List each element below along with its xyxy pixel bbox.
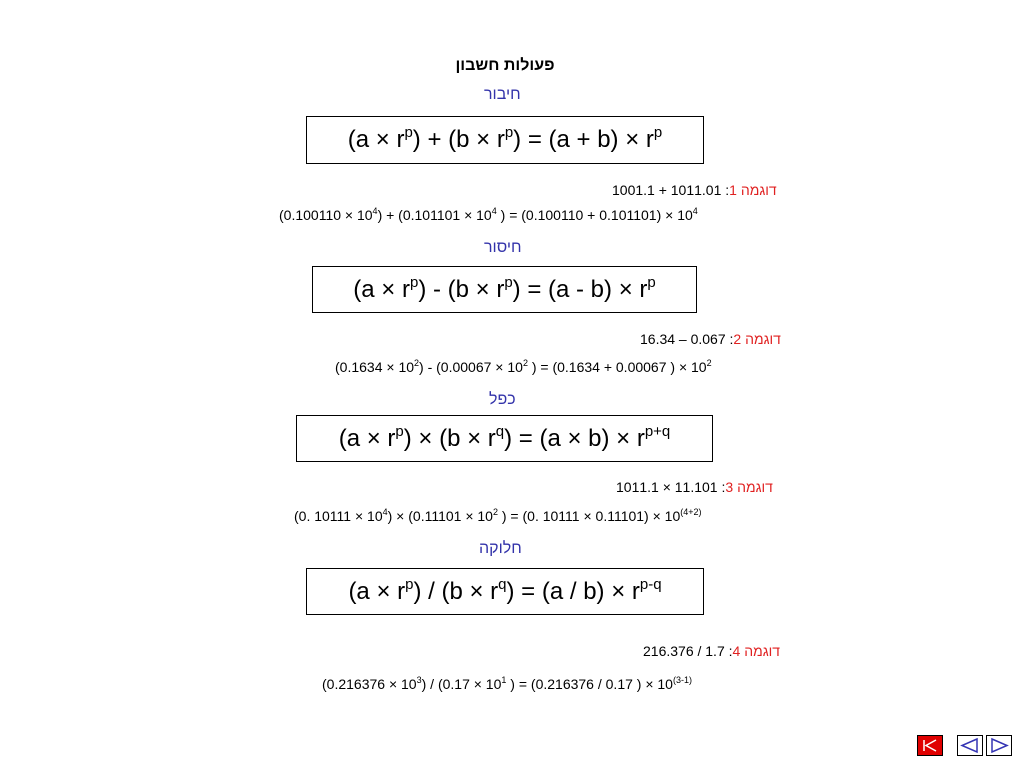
math-text: ) = (a + b) × r	[513, 126, 654, 153]
triangle-left-icon	[959, 737, 981, 754]
example-value: 216.376 / 1.7	[643, 643, 725, 659]
math-text: (a × r	[348, 577, 406, 605]
math-text: ) × (b × r	[403, 424, 496, 452]
math-text: (a × r	[353, 275, 410, 303]
math-text: ) / (0.17 × 10	[421, 676, 502, 692]
page-title: פעולות חשבון	[455, 57, 555, 74]
formula-division	[306, 568, 704, 615]
formula-text	[348, 575, 662, 606]
math-superscript: p	[395, 422, 404, 440]
formula-subtraction	[312, 266, 697, 313]
formula-text	[353, 273, 656, 304]
math-superscript: 2	[706, 358, 712, 368]
first-slide-button[interactable]	[917, 735, 943, 756]
math-text: ) = (0.100110 + 0.101101) × 10	[496, 207, 693, 223]
math-superscript: 4	[382, 507, 388, 517]
math-superscript: 3	[416, 675, 422, 685]
example-colon: :	[721, 182, 730, 198]
math-superscript: p	[653, 124, 663, 141]
math-superscript: p	[404, 124, 413, 141]
math-superscript: p-q	[639, 575, 662, 593]
math-text: ) / (b × r	[413, 577, 499, 605]
example-multiplication	[616, 479, 773, 495]
formula-multiplication	[296, 415, 713, 462]
example-value: 16.34 – 0.067	[640, 331, 726, 347]
example-colon: :	[725, 331, 734, 347]
example-division	[643, 643, 780, 659]
math-superscript: (3-1)	[672, 675, 692, 685]
math-text: ) = (a × b) × r	[504, 424, 645, 452]
math-superscript: p+q	[644, 422, 671, 440]
example-label: דוגמה 4	[732, 643, 781, 659]
example-value: 1011.1 × 11.101	[616, 479, 722, 495]
section-heading-multiplication: כפל	[489, 391, 516, 408]
math-superscript: p	[647, 273, 656, 291]
math-superscript: p	[504, 124, 514, 141]
math-text: ) = (0.1634 + 0.00067 ) × 10	[527, 359, 707, 375]
example-label: דוגמה 3	[725, 479, 773, 495]
math-text: ) + (0.101101 × 10	[377, 207, 492, 223]
math-text: ) = (0.216376 / 0.17 ) × 10	[506, 676, 673, 692]
math-superscript: q	[495, 422, 505, 440]
math-text: ) - (b × r	[418, 275, 505, 303]
formula-text	[338, 422, 671, 453]
expansion-division	[322, 676, 692, 692]
math-superscript: q	[498, 575, 507, 593]
math-superscript: p	[405, 575, 414, 593]
math-superscript: (4+2)	[680, 507, 702, 517]
example-value: 1001.1 + 1011.01	[612, 182, 722, 198]
skip-to-first-icon	[919, 737, 941, 754]
previous-slide-button[interactable]	[957, 735, 983, 756]
math-superscript: 1	[501, 675, 507, 685]
math-superscript: 2	[522, 358, 528, 368]
example-label: דוגמה 2	[733, 331, 781, 347]
math-text: (0.100110 × 10	[279, 207, 373, 223]
math-text: (a × r	[338, 424, 396, 452]
math-text: ) - (0.00067 × 10	[419, 359, 523, 375]
expansion-subtraction	[335, 359, 712, 375]
math-superscript: 2	[414, 358, 420, 368]
math-text: ) = (0. 10111 × 0.11101) × 10	[497, 508, 681, 524]
expansion-multiplication	[294, 508, 702, 524]
math-text: (0.1634 × 10	[335, 359, 415, 375]
formula-addition	[306, 116, 704, 164]
next-slide-button[interactable]	[986, 735, 1012, 756]
formula-text	[348, 126, 662, 154]
section-heading-subtraction: חיסור	[484, 239, 522, 256]
math-text: ) × (0.11101 × 10	[387, 508, 493, 524]
math-superscript: p	[504, 273, 513, 291]
expansion-addition	[279, 207, 698, 223]
example-colon: :	[724, 643, 733, 659]
math-text: (0. 10111 × 10	[294, 508, 383, 524]
example-addition	[612, 182, 777, 198]
math-text: (a × r	[347, 126, 405, 153]
math-text: ) = (a / b) × r	[506, 577, 640, 605]
triangle-right-icon	[988, 737, 1010, 754]
math-superscript: 4	[372, 206, 378, 216]
section-heading-addition: חיבור	[484, 86, 521, 103]
math-superscript: 4	[692, 206, 698, 216]
math-superscript: 4	[491, 206, 497, 216]
math-text: ) = (a - b) × r	[512, 275, 648, 303]
section-heading-division: חלוקה	[479, 540, 522, 557]
example-label: דוגמה 1	[729, 182, 777, 198]
math-text: (0.216376 × 10	[322, 676, 417, 692]
math-text: ) + (b × r	[412, 126, 505, 153]
math-superscript: 2	[492, 507, 498, 517]
example-colon: :	[721, 479, 726, 495]
example-subtraction	[640, 331, 781, 347]
math-superscript: p	[409, 273, 419, 291]
